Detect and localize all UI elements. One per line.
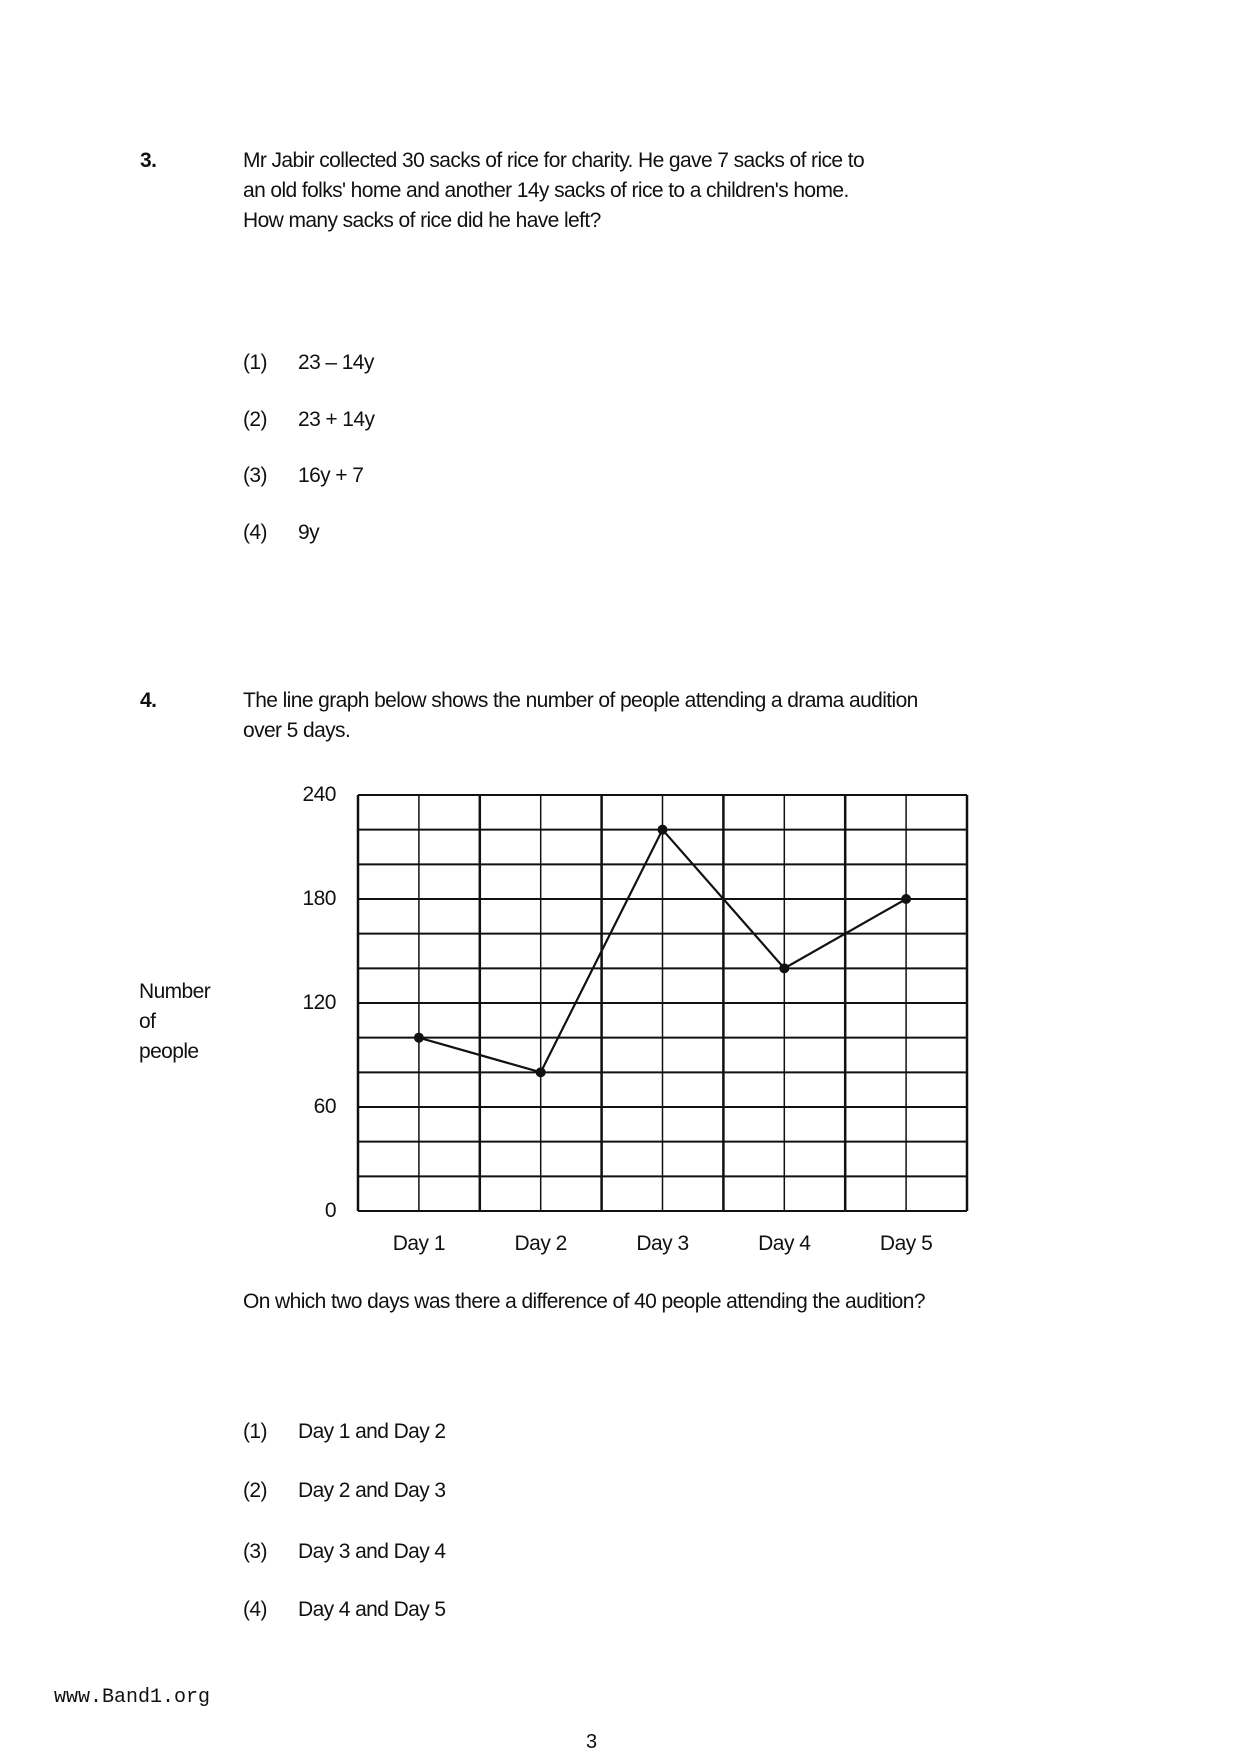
option-text: Day 3 and Day 4 (298, 1540, 446, 1563)
y-tick-label: 0 (324, 1199, 336, 1222)
option-text: Day 4 and Day 5 (298, 1598, 446, 1621)
y-axis-label: of (139, 1010, 156, 1033)
question-number: 4. (140, 689, 157, 712)
option-number: (3) (243, 1540, 267, 1563)
y-axis-label: Number (139, 980, 211, 1003)
option-text: 9y (298, 521, 319, 544)
option-number: (4) (243, 1598, 267, 1621)
option-text: 16y + 7 (298, 464, 364, 487)
data-point-day-4 (779, 963, 789, 973)
y-tick-label: 180 (302, 887, 336, 910)
y-tick-label: 120 (302, 991, 336, 1014)
question-number: 3. (140, 149, 157, 172)
option-number: (1) (243, 1420, 267, 1443)
website-footer: www.Band1.org (54, 1686, 211, 1709)
option-number: (2) (243, 408, 267, 431)
question-text-line: an old folks' home and another 14y sacks of rice to a children's home. (243, 179, 849, 202)
y-tick-label: 240 (302, 783, 336, 806)
data-point-day-5 (901, 894, 911, 904)
x-tick-label: Day 3 (636, 1232, 689, 1255)
option-text: Day 1 and Day 2 (298, 1420, 446, 1443)
data-point-day-1 (414, 1033, 424, 1043)
y-tick-label: 60 (313, 1095, 336, 1118)
x-tick-label: Day 2 (514, 1232, 567, 1255)
option-text: 23 + 14y (298, 408, 375, 431)
option-number: (2) (243, 1479, 267, 1502)
page-number: 3 (586, 1731, 597, 1753)
x-tick-label: Day 4 (758, 1232, 811, 1255)
question-text-line: How many sacks of rice did he have left? (243, 209, 601, 232)
option-number: (3) (243, 464, 267, 487)
question-prompt: On which two days was there a difference of 40 people attending the audition? (243, 1290, 925, 1313)
data-point-day-3 (658, 825, 668, 835)
option-number: (1) (243, 351, 267, 374)
x-tick-label: Day 5 (879, 1232, 933, 1255)
question-text-line: The line graph below shows the number of people attending a drama audition (243, 689, 918, 712)
y-axis-label: people (139, 1040, 199, 1063)
question-text-line: over 5 days. (243, 719, 351, 742)
option-text: 23 – 14y (298, 351, 374, 374)
x-tick-label: Day 1 (392, 1232, 446, 1255)
question-text-line: Mr Jabir collected 30 sacks of rice for charity. He gave 7 sacks of rice to (243, 149, 865, 172)
option-text: Day 2 and Day 3 (298, 1479, 446, 1502)
data-point-day-2 (536, 1067, 546, 1077)
option-number: (4) (243, 521, 267, 544)
